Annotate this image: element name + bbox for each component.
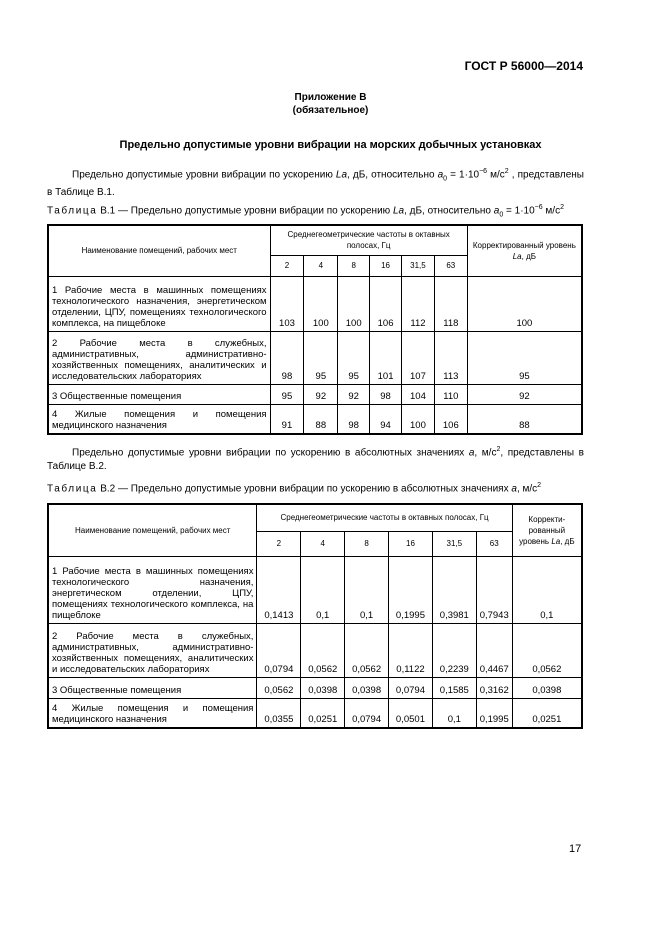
- table1-cell: 100: [304, 276, 338, 331]
- table2-cell: 0,7943: [476, 556, 512, 623]
- table2-cell: 0,0794: [345, 698, 389, 728]
- table1-cell-corrected: 95: [467, 331, 582, 384]
- table2-freq: 2: [257, 531, 301, 556]
- table1-cell: 118: [434, 276, 467, 331]
- paragraph-2: Предельно допустимые уровни вибрации по ускорению в абсолютных значениях a, $м/с^2$, представлены в Таблице В.2.: [47, 446, 584, 473]
- table1-cell: 98: [338, 404, 370, 434]
- table-row: [48, 404, 582, 434]
- table1-row-name: 3 Общественные помещения: [48, 384, 270, 404]
- section-title: Предельно допустимые уровни вибрации на морских добычных установках: [119, 139, 542, 151]
- table2-header-corrected: Корректи-рованный уровень La, дБ: [512, 504, 582, 556]
- table2-cell: 0,0794: [389, 677, 433, 698]
- table2-cell-corrected: 0,0251: [512, 698, 582, 728]
- table1-freq: 16: [370, 255, 402, 276]
- table1-freq: 4: [304, 255, 338, 276]
- table1-freq: 31,5: [402, 255, 435, 276]
- table1-cell: 95: [338, 331, 370, 384]
- table1-header-corrected: Корректированный уровень La, дБ: [467, 225, 582, 276]
- table2-cell-corrected: 0,0562: [512, 623, 582, 677]
- table-row: [48, 384, 582, 404]
- table1-cell: 92: [304, 384, 338, 404]
- table2-cell: 0,3981: [432, 556, 476, 623]
- table1-cell: 88: [304, 404, 338, 434]
- table2-cell: 0,0355: [257, 698, 301, 728]
- table1-cell: 98: [270, 331, 304, 384]
- table-row: [48, 698, 582, 728]
- table2-header-freq: Среднегеометрические частоты в октавных полосах, Гц: [257, 504, 512, 531]
- table2-freq: 8: [345, 531, 389, 556]
- table2-cell: 0,0398: [301, 677, 345, 698]
- table1-freq: 8: [338, 255, 370, 276]
- table-1: [47, 224, 583, 435]
- paragraph-1: Предельно допустимые уровни вибрации по ускорению La, дБ, относительно $a_0 = 1\cdot 10^{-6}$ $м/с^2$ , представлены в Таблице В.1.: [47, 168, 584, 199]
- standard-number: ГОСТ Р 56000—2014: [464, 59, 583, 73]
- table1-row-name: 1 Рабочие места в машинных помещениях технологического назначения, энергетическом отделении, ЦПУ, помещениях технологического комплекса, на пищеблоке: [48, 276, 270, 331]
- table2-row-name: 2 Рабочие места в служебных, административных, административно-хозяйственных помещениях, аналитических и исследовательских лабораториях: [48, 623, 257, 677]
- table1-freq: 63: [434, 255, 467, 276]
- table1-freq: 2: [270, 255, 304, 276]
- table2-cell: 0,1: [432, 698, 476, 728]
- table1-cell-corrected: 92: [467, 384, 582, 404]
- table2-cell: 0,1585: [432, 677, 476, 698]
- table1-cell: 95: [270, 384, 304, 404]
- table1-row-name: 2 Рабочие места в служебных, административных, административно-хозяйственных помещениях, аналитических и исследовательских лабораториях: [48, 331, 270, 384]
- table2-row-name: 4 Жилые помещения и помещения медицинского назначения: [48, 698, 257, 728]
- page-number: 17: [569, 843, 582, 855]
- table-row: [48, 331, 582, 384]
- table-2: [47, 503, 583, 729]
- table-row: [48, 556, 582, 623]
- table2-row-name: 3 Общественные помещения: [48, 677, 257, 698]
- table2-cell: 0,2239: [432, 623, 476, 677]
- table2-cell: 0,3162: [476, 677, 512, 698]
- appendix-subtitle: (обязательное): [292, 105, 369, 116]
- table1-cell: 100: [402, 404, 435, 434]
- table1-cell: 101: [370, 331, 402, 384]
- table2-cell: 0,0562: [345, 623, 389, 677]
- table2-cell: 0,0794: [257, 623, 301, 677]
- table1-row-name: 4 Жилые помещения и помещения медицинского назначения: [48, 404, 270, 434]
- table1-cell: 104: [402, 384, 435, 404]
- table1-cell: 95: [304, 331, 338, 384]
- table1-header-freq: Среднегеометрические частоты в октавных полосах, Гц: [270, 225, 467, 255]
- table1-cell-corrected: 88: [467, 404, 582, 434]
- table2-cell: 0,0398: [345, 677, 389, 698]
- table2-cell: 0,0562: [301, 623, 345, 677]
- table2-cell: 0,1: [345, 556, 389, 623]
- table1-cell: 103: [270, 276, 304, 331]
- table1-cell: 113: [434, 331, 467, 384]
- table-row: [48, 677, 582, 698]
- table1-cell: 110: [434, 384, 467, 404]
- table2-freq: 4: [301, 531, 345, 556]
- table1-cell-corrected: 100: [467, 276, 582, 331]
- table2-cell: 0,1122: [389, 623, 433, 677]
- table2-cell: 0,4467: [476, 623, 512, 677]
- table1-cell: 106: [434, 404, 467, 434]
- table1-cell: 106: [370, 276, 402, 331]
- table2-cell: 0,1995: [389, 556, 433, 623]
- table2-cell: 0,0251: [301, 698, 345, 728]
- table-row: [48, 623, 582, 677]
- table2-row-name: 1 Рабочие места в машинных помещениях технологического назначения, энергетическом отделении, ЦПУ, помещениях технологического комплекса, на пищеблоке: [48, 556, 257, 623]
- table1-cell: 98: [370, 384, 402, 404]
- table2-caption: Таблица В.2 — Предельно допустимые уровни вибрации по ускорению в абсолютных значениях a, $м/с^2$: [47, 482, 542, 495]
- table2-cell: 0,0562: [257, 677, 301, 698]
- table2-freq: 63: [476, 531, 512, 556]
- table1-cell: 92: [338, 384, 370, 404]
- table1-cell: 100: [338, 276, 370, 331]
- table1-caption: Таблица В.1 — Предельно допустимые уровни вибрации по ускорению La, дБ, относительно $a_0 = 1\cdot 10^{-6}$ $м/с^2$: [47, 204, 564, 219]
- table2-cell: 0,1995: [476, 698, 512, 728]
- table2-freq: 31,5: [432, 531, 476, 556]
- table-row: [48, 276, 582, 331]
- table2-header-name: Наименование помещений, рабочих мест: [48, 504, 257, 556]
- table2-cell-corrected: 0,1: [512, 556, 582, 623]
- table1-header-name: Наименование помещений, рабочих мест: [48, 225, 270, 276]
- table2-cell-corrected: 0,0398: [512, 677, 582, 698]
- table2-cell: 0,1413: [257, 556, 301, 623]
- table1-cell: 91: [270, 404, 304, 434]
- table2-freq: 16: [389, 531, 433, 556]
- table1-cell: 112: [402, 276, 435, 331]
- table1-cell: 107: [402, 331, 435, 384]
- table1-cell: 94: [370, 404, 402, 434]
- table2-cell: 0,1: [301, 556, 345, 623]
- table2-cell: 0,0501: [389, 698, 433, 728]
- appendix-title: Приложение В: [294, 92, 367, 103]
